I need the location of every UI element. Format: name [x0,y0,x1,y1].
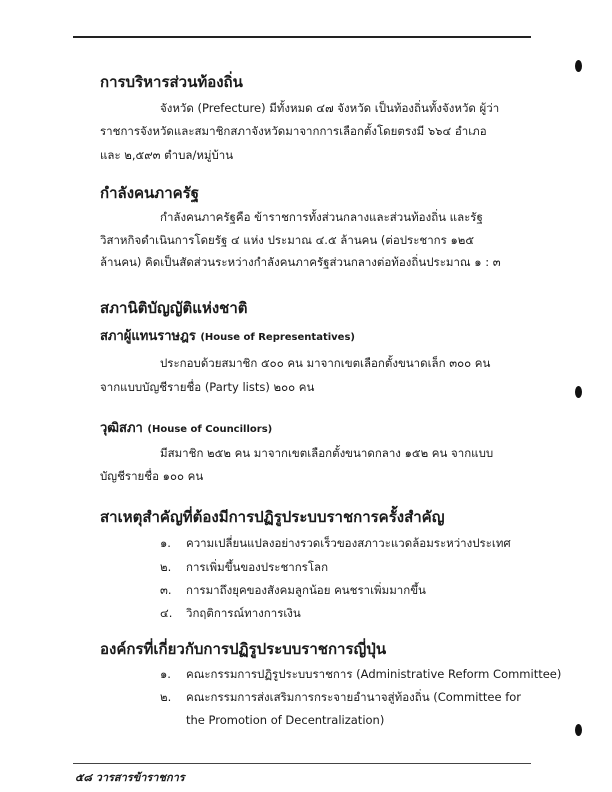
upper-house-title-en: (House of Councillors) [147,424,273,435]
heading-upper-house [100,417,272,438]
list-number: ๓. [160,583,172,597]
local-admin-line-1: จังหวัด (Prefecture) มีทั้งหมด ๔๗ จังหวัด เป็นท้องถิ่นทั้งจังหวัด ผู้ว่า [160,101,500,115]
bottom-rule [73,763,531,764]
scan-mark [575,724,582,736]
heading-reform-orgs: องค์กรที่เกี่ยวกับการปฏิรูประบบราชการญี่ปุ่น [100,640,387,658]
reform-org-item-2-continuation: the Promotion of Decentralization) [186,713,385,727]
upper-house-line-1: มีสมาชิก ๒๕๒ คน มาจากเขตเลือกตั้งขนาดกลาง ๑๕๒ คน จากแบบ [160,446,494,460]
list-number: ๑. [160,536,171,550]
list-text: การเพิ่มขึ้นของประชากรโลก [186,560,329,574]
scan-mark [575,386,582,398]
reform-cause-item-1 [160,536,511,550]
workforce-line-3: ล้านคน) คิดเป็นสัดส่วนระหว่างกำลังคนภาครัฐส่วนกลางต่อท้องถิ่นประมาณ ๑ : ๓ [100,255,501,269]
heading-local-admin: การบริหารส่วนท้องถิ่น [100,73,243,91]
lower-house-line-1: ประกอบด้วยสมาชิก ๕๐๐ คน มาจากเขตเลือกตั้งขนาดเล็ก ๓๐๐ คน [160,356,491,370]
workforce-line-2: วิสาหกิจดำเนินการโดยรัฐ ๔ แห่ง ประมาณ ๔.๕ ล้านคน (ต่อประชากร ๑๒๕ [100,233,475,247]
lower-house-title: สภาผู้แทนราษฎร [100,329,196,344]
list-text: คณะกรรมการปฏิรูประบบราชการ (Administrative Reform Committee) [186,667,562,681]
upper-house-title: วุฒิสภา [100,421,143,436]
list-text: การมาถึงยุคของสังคมลูกน้อย คนชราเพิ่มมากขึ้น [186,583,426,597]
local-admin-line-2: ราชการจังหวัดและสมาชิกสภาจังหวัดมาจากการเลือกตั้งโดยตรงมี ๖๖๔ อำเภอ [100,124,487,138]
heading-reform-causes: สาเหตุสำคัญที่ต้องมีการปฏิรูประบบราชการครั้งสำคัญ [100,508,445,526]
heading-workforce: กำลังคนภาครัฐ [100,184,199,202]
list-number: ๔. [160,606,173,620]
reform-org-item-1 [160,667,561,681]
list-number: ๒. [160,560,172,574]
page-footer: ๕๘ วารสารข้าราชการ [75,771,185,784]
heading-legislature: สภานิติบัญญัติแห่งชาติ [100,299,248,317]
list-text: ความเปลี่ยนแปลงอย่างรวดเร็วของสภาวะแวดล้อมระหว่างประเทศ [186,536,511,550]
local-admin-line-3: และ ๒,๕๙๓ ตำบล/หมู่บ้าน [100,148,234,162]
upper-house-line-2: บัญชีรายชื่อ ๑๐๐ คน [100,469,204,483]
reform-cause-item-3 [160,583,426,597]
list-number: ๒. [160,690,172,704]
list-text: วิกฤติการณ์ทางการเงิน [186,606,301,620]
reform-cause-item-2 [160,560,328,574]
lower-house-line-2: จากแบบบัญชีรายชื่อ (Party lists) ๒๐๐ คน [100,380,315,394]
lower-house-title-en: (House of Representatives) [200,332,355,343]
list-text: คณะกรรมการส่งเสริมการกระจายอำนาจสู่ท้องถิ่น (Committee for [186,690,522,704]
reform-cause-item-4 [160,606,301,620]
scan-mark [575,60,582,72]
reform-org-item-2 [160,690,521,704]
heading-lower-house [100,325,355,346]
top-rule [73,36,531,38]
list-number: ๑. [160,667,171,681]
workforce-line-1: กำลังคนภาครัฐคือ ข้าราชการทั้งส่วนกลางและส่วนท้องถิ่น และรัฐ [160,210,483,224]
